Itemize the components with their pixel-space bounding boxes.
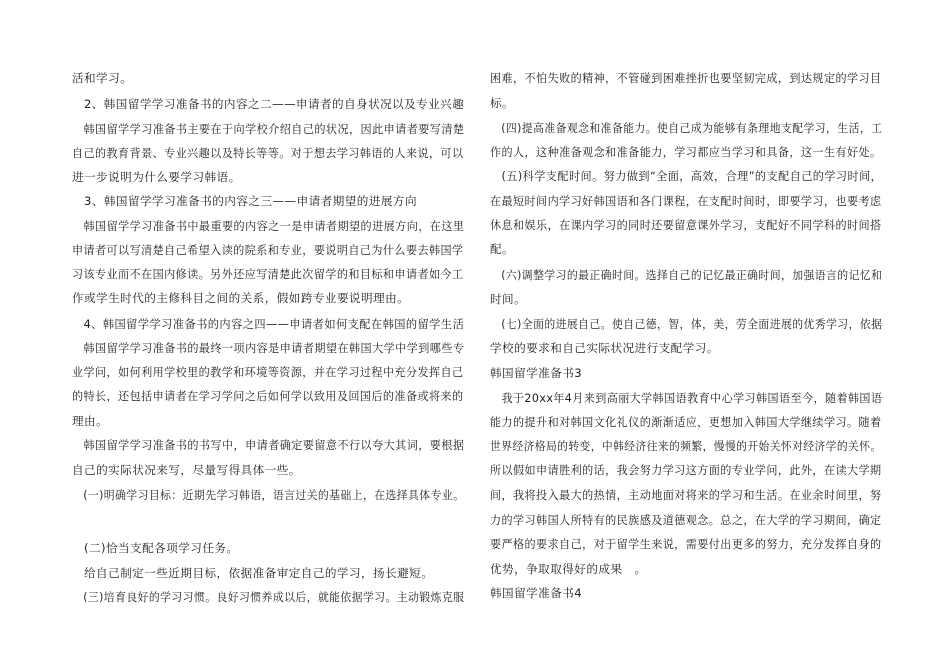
text-line: 作或学生时代的主修科目之间的关系，假如跨专业要说明理由。: [72, 291, 410, 305]
text-line: 韩国留学学习准备书中最重要的内容之一是申请者期望的进展方向，在这里: [83, 219, 465, 233]
text-line: 困难，不怕失败的精神，不管碰到困难挫折也要坚韧完成，到达规定的学习目: [490, 71, 882, 85]
text-line: 间，我将投入最大的热情，主动地面对将来的学习和生活。在业余时间里，努: [490, 488, 882, 502]
section-heading: 韩国留学准备书4: [490, 586, 583, 600]
section-heading: 韩国留学准备书3: [490, 366, 583, 380]
text-line: 时间。: [490, 292, 527, 306]
text-line: 的特长，还包括申请者在学习学问之后如何学以致用及回国后的准备或将来的: [72, 389, 464, 403]
text-line: 优势，争取取得好的成果 。: [490, 562, 647, 576]
text-line: 力的学习韩国人所特有的民族感及道德观念。总之，在大学的学习期间，确定: [490, 513, 882, 527]
text-line: 给自己制定一些近期目标，依据准备审定自己的学习，扬长避短。: [84, 566, 434, 580]
text-line: 学校的要求和自己实际状况进行支配学习。: [490, 341, 719, 355]
text-line: 要严格的要求自己，对于留学生来说，需要付出更多的努力，充分发挥自身的: [490, 537, 882, 551]
section-heading: 4、韩国留学学习准备书的内容之四——申请者如何支配在韩国的留学生活: [83, 317, 465, 331]
text-line: (四)提高准备观念和准备能力。使自己成为能够有条理地支配学习，生活，工: [501, 121, 883, 135]
text-line: 所以假如申请胜利的话，我会努力学习这方面的专业学问，此外，在读大学期: [490, 463, 882, 477]
text-line: 能力的提升和对韩国文化礼仪的渐渐适应，更想加入韩国大学继续学习。随着: [490, 415, 882, 429]
text-line: 自己的实际状况来写，尽量写得具体一些。: [72, 463, 301, 477]
text-line: (二)恰当支配各项学习任务。: [84, 541, 239, 555]
text-line: 申请者可以写清楚自己希望入读的院系和专业，要说明自己为什么要去韩国学: [72, 243, 464, 257]
text-line: 世界经济格局的转变，中韩经济往来的频繁，慢慢的开始关怀对经济学的关怀。: [490, 439, 882, 453]
text-line: 标。: [490, 96, 515, 110]
text-line: 韩国留学学习准备书的书写中，申请者确定要留意不行以夸大其词，要根据: [83, 438, 465, 452]
text-line: 习该专业而不在国内修读。另外还应写清楚此次留学的和目标和申请者如今工: [72, 267, 464, 281]
text-line: 进一步说明为什么要学习韩语。: [72, 170, 241, 184]
text-line: (七)全面的进展自己。使自己德，智，体，美，劳全面进展的优秀学习，依据: [501, 317, 883, 331]
section-heading: 2、韩国留学学习准备书的内容之二——申请者的自身状况以及专业兴趣: [83, 97, 465, 111]
text-line: 自己的教育背景、专业兴趣以及特长等等。对于想去学习韩语的人来说，可以: [72, 146, 464, 160]
text-line: 韩国留学学习准备书的最终一项内容是申请者期望在韩国大学中学到哪些专: [83, 341, 465, 355]
text-line: (三)培育良好的学习习惯。良好习惯养成以后，就能依据学习。主动锻炼克服: [83, 590, 465, 604]
text-line: (一)明确学习目标：近期先学习韩语，语言过关的基础上，在选择具体专业。: [83, 488, 465, 502]
text-line: 理由。: [72, 414, 109, 428]
text-line: 配。: [490, 242, 515, 256]
text-line: 活和学习。: [72, 71, 133, 85]
text-line: (五)科学支配时间。努力做到“全面，高效，合理”的支配自己的学习时间，: [501, 169, 883, 183]
text-line: 我于20xx年4月来到高丽大学韩国语教育中心学习韩国语至今，随着韩国语: [501, 391, 883, 405]
text-line: 业学问，如何利用学校里的教学和环境等资源，并在学习过程中充分发挥自己: [72, 365, 464, 379]
text-line: (六)调整学习的最正确时间。选择自己的记忆最正确时间，加强语言的记忆和: [501, 268, 883, 282]
text-line: 韩国留学学习准备书主要在于向学校介绍自己的状况，因此申请者要写清楚: [83, 122, 465, 136]
text-line: 休息和娱乐，在课内学习的同时还要留意课外学习，支配好不同学科的时间搭: [490, 218, 882, 232]
section-heading: 3、韩国留学学习准备书的内容之三——申请者期望的进展方向: [84, 194, 418, 208]
text-line: 作的人，这种准备观念和准备能力，学习都应当学习和具备，这一生有好处。: [490, 145, 882, 159]
text-line: 在最短时间内学习好韩国语和各门课程，在支配时间时，即要学习，也要考虑: [490, 194, 882, 208]
